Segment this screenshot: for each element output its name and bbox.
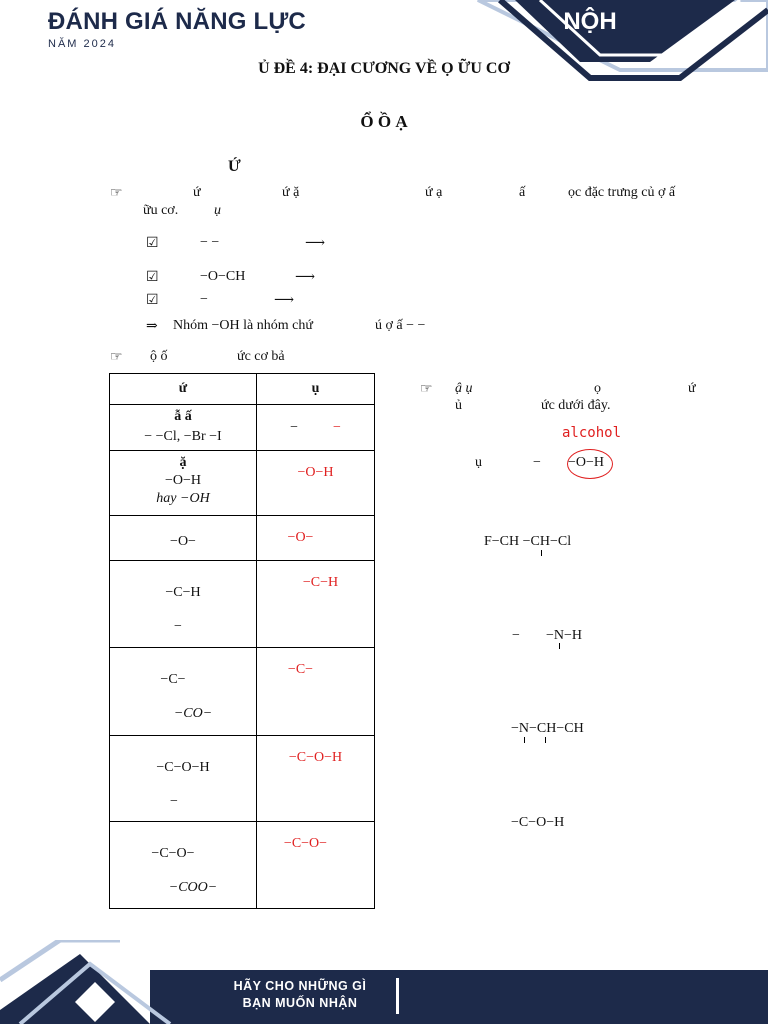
bullet-icon: ☞ xyxy=(110,186,123,201)
footer-slogan xyxy=(215,978,385,1012)
row1-formula: − −Cl, −Br −I xyxy=(144,429,222,444)
bullet3-text-b: ọ xyxy=(594,381,601,396)
table-header-group: ứ xyxy=(110,374,257,405)
bullet3-text-c: ứ xyxy=(688,381,696,396)
table-row xyxy=(110,405,375,451)
table-header-example: ụ xyxy=(257,374,375,405)
bond-tick xyxy=(559,643,560,649)
document-title: Ủ ĐỀ 4: ĐẠI CƯƠNG VỀ Ọ ỮU CƠ xyxy=(258,60,510,77)
check-icon: ☑ xyxy=(146,236,159,251)
bond-tick xyxy=(545,737,546,743)
row6-example: −C−O−H xyxy=(288,750,343,765)
row7-formula: −C−O− xyxy=(151,846,195,861)
table-row xyxy=(110,451,375,516)
row2-formula: −O−H xyxy=(164,473,201,488)
row2-name: ặ xyxy=(179,455,187,470)
brand-year: NĂM 2024 xyxy=(48,38,116,50)
bullet1-line2: ữu cơ. xyxy=(143,203,179,218)
table-row xyxy=(110,516,375,561)
bullet-icon: ☞ xyxy=(110,350,123,365)
row1-name: ẫ ấ xyxy=(174,409,192,424)
logo-text: NỘH xyxy=(563,8,617,35)
bond-tick xyxy=(541,550,542,556)
table-row xyxy=(110,561,375,648)
row3-formula: −O− xyxy=(170,534,196,549)
bullet2-text-b: ức cơ bả xyxy=(237,349,285,364)
table-row xyxy=(110,822,375,909)
row7-example: −C−O− xyxy=(283,836,328,851)
check-icon: ☑ xyxy=(146,270,159,285)
bond-tick xyxy=(524,737,525,743)
row7-alt: −COO− xyxy=(168,880,218,895)
row5-alt: −CO− xyxy=(173,706,213,721)
ex1-text-b: − xyxy=(533,455,541,470)
check3-text: − xyxy=(200,292,208,307)
section-heading: Ứ xyxy=(228,158,241,175)
ex3-text-b: −N−H xyxy=(546,628,583,643)
check1-text: − − xyxy=(200,235,220,250)
arrow-icon: ⟶ xyxy=(305,236,326,251)
row6-extra: − xyxy=(170,794,178,809)
ex1-text-a: ụ xyxy=(475,455,482,470)
implies-tail: ú ợ ấ − − xyxy=(375,318,426,333)
bullet1-text-e: ọc đặc trưng củ ợ ấ xyxy=(568,185,676,200)
row3-example: −O− xyxy=(287,530,314,545)
table-row xyxy=(110,648,375,736)
row2-alt: hay −OH xyxy=(156,491,210,506)
row5-example: −C− xyxy=(287,662,314,677)
table-row xyxy=(110,736,375,822)
ex2-formula: F−CH −CH−Cl xyxy=(484,534,572,549)
implies-icon: ⇒ xyxy=(146,319,158,334)
row4-example: −C−H xyxy=(302,575,339,590)
ex5-formula: −C−O−H xyxy=(511,815,565,830)
bullet1-text-c: ứ ạ xyxy=(425,185,443,200)
footer-line2: BẠN MUỐN NHẬN xyxy=(242,996,358,1010)
bullet-icon: ☞ xyxy=(420,382,433,397)
bullet1-text-d: ấ xyxy=(519,185,526,200)
bullet2-text-a: ộ ố xyxy=(150,349,168,364)
row1-example-a: − xyxy=(290,419,298,435)
ex4-formula: −N−CH−CH xyxy=(511,721,584,736)
bullet1-text-a: ứ xyxy=(193,185,201,200)
bullet3-text-a: ậ ụ xyxy=(455,381,473,396)
functional-group-table xyxy=(109,373,375,909)
row5-formula: −C− xyxy=(160,672,186,687)
row4-extra: − xyxy=(174,619,182,634)
bullet1-text-b: ứ ặ xyxy=(282,185,300,200)
arrow-icon: ⟶ xyxy=(274,293,295,308)
alcohol-annotation: alcohol xyxy=(562,425,622,441)
row2-example: −O−H xyxy=(297,465,334,480)
check2-text: −O−CH xyxy=(200,269,246,284)
implies-text: Nhóm −OH là nhóm chứ xyxy=(173,318,313,333)
footer-line1: HÃY CHO NHỮNG GÌ xyxy=(233,979,367,993)
row6-formula: −C−O−H xyxy=(156,760,210,775)
row4-formula: −C−H xyxy=(165,585,201,600)
ex3-text-a: − xyxy=(512,628,520,643)
check-icon: ☑ xyxy=(146,293,159,308)
bullet1-line2b: ụ xyxy=(214,203,221,218)
document-subtitle: Ổ Ồ Ạ xyxy=(360,112,408,131)
arrow-icon: ⟶ xyxy=(295,270,316,285)
footer-divider xyxy=(396,978,399,1014)
bullet3-line2a: ủ xyxy=(455,398,462,413)
row1-example-b: − xyxy=(333,419,341,435)
bullet3-line2b: ức dưới đây. xyxy=(541,398,611,413)
brand-title: ĐÁNH GIÁ NĂNG LỰC xyxy=(48,8,306,35)
ex1-text-c: −O−H xyxy=(568,455,605,470)
